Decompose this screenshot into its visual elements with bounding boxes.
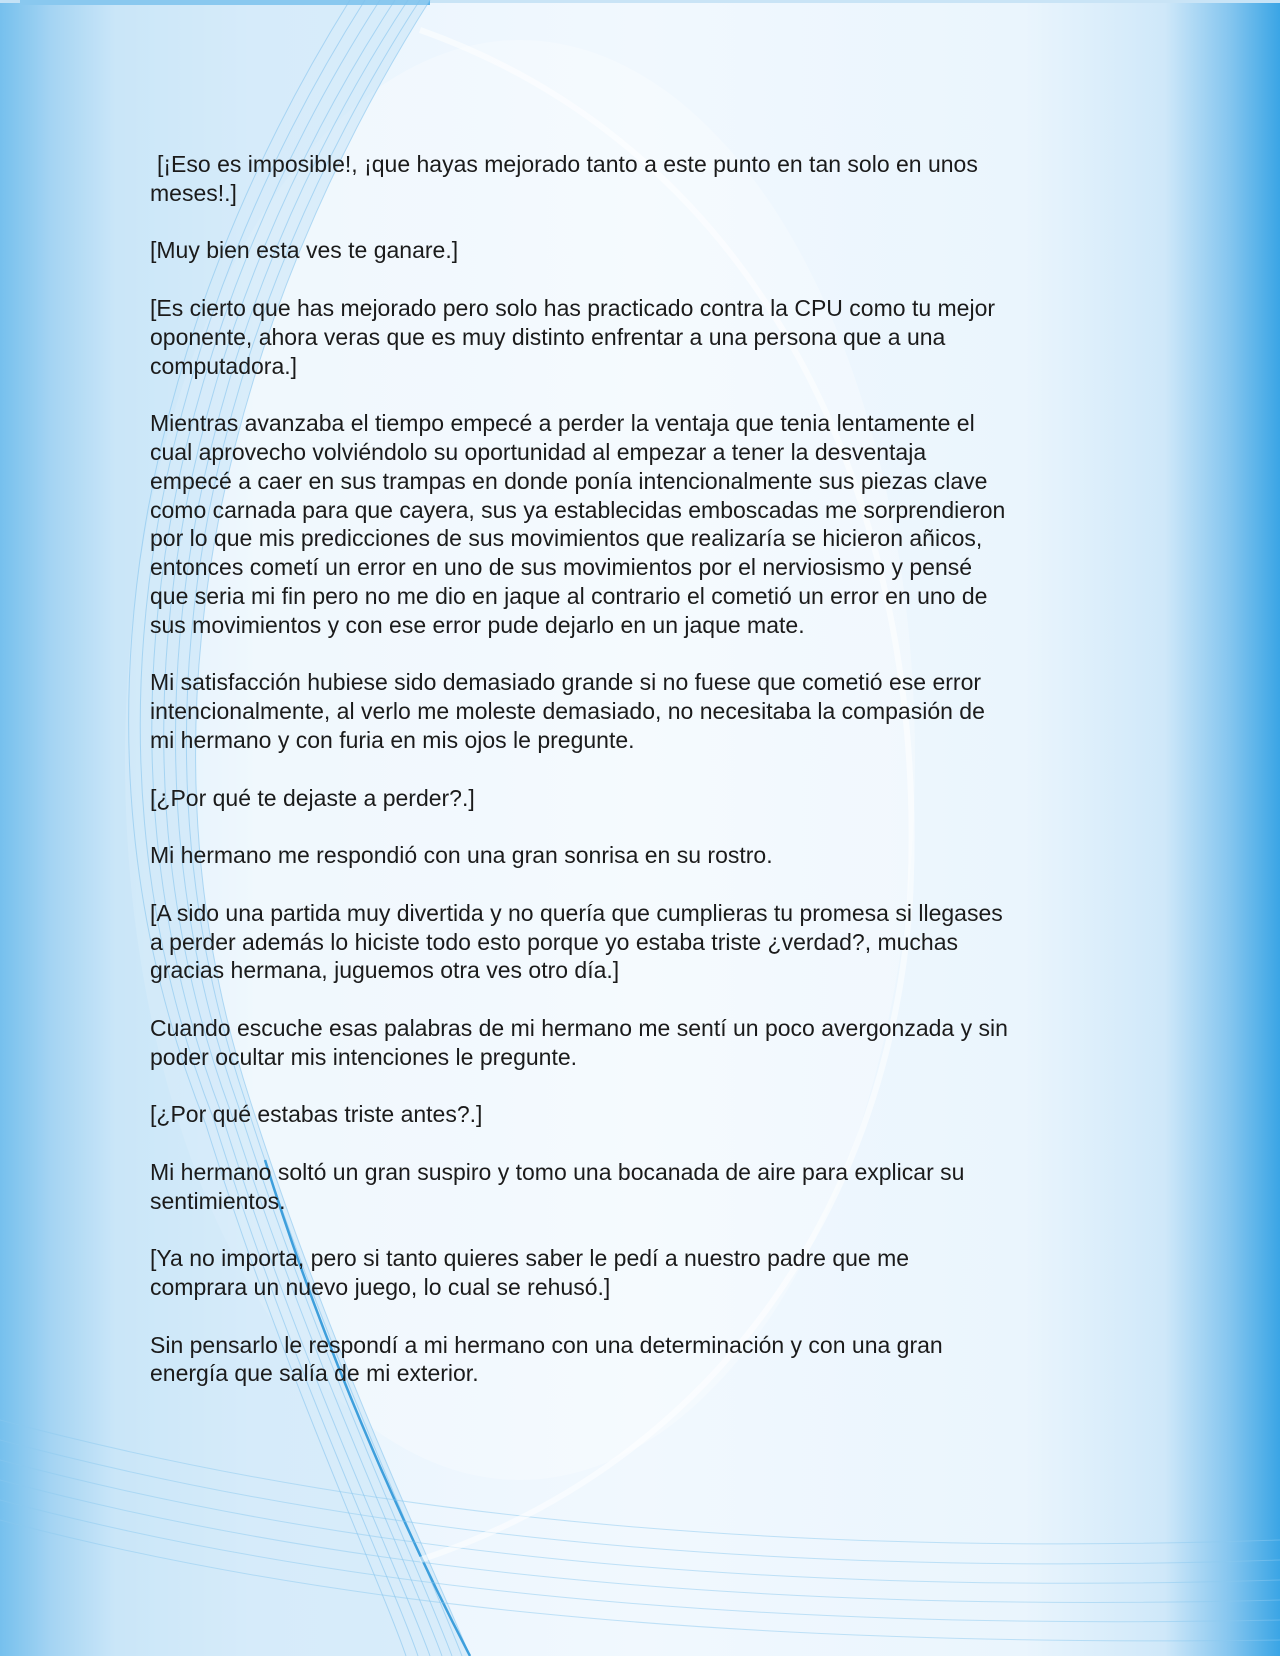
- paragraph: Cuando escuche esas palabras de mi hermano me sentí un poco avergonzada y sin poder ocultar mis intenciones le pregunte.: [150, 1014, 1008, 1070]
- paragraph: [Es cierto que has mejorado pero solo has practicado contra la CPU como tu mejor oponente, ahora veras que es muy distinto enfrentar a una persona que a una computadora.]: [150, 294, 996, 379]
- document-text: [150, 150, 1095, 1417]
- paragraph: [Muy bien esta ves te ganare.]: [150, 237, 459, 264]
- paragraph: Mi hermano soltó un gran suspiro y tomo una bocanada de aire para explicar su sentimientos.: [150, 1158, 965, 1214]
- paragraph: Mi satisfacción hubiese sido demasiado grande si no fuese que cometió ese error intencionalmente, al verlo me moleste demasiado, no necesitaba la compasión de mi hermano y con furia en mis ojos le pregunte.: [150, 669, 985, 753]
- paragraph: Mientras avanzaba el tiempo empecé a perder la ventaja que tenia lentamente el cual aprovecho volviéndolo su oportunidad al empezar a tener la desventaja empecé a caer en sus trampas en donde ponía intencionalmente sus piezas clave como carnada para que cayera, sus ya establecidas emboscadas me sorprendieron por lo que mis predicciones de sus movimientos que realizaría se hicieron añicos, entonces cometí un error en uno de sus movimientos por el nerviosismo y pensé que seria mi fin pero no me dio en jaque al contrario el cometió un error en uno de sus movimientos y con ese error pude dejarlo en un jaque mate.: [150, 410, 1006, 638]
- paragraph: [¡Eso es imposible!, ¡que hayas mejorado tanto a este punto en tan solo en unos meses!.]: [150, 151, 978, 206]
- paragraph: [¿Por qué estabas triste antes?.]: [150, 1101, 483, 1128]
- paragraph: [A sido una partida muy divertida y no quería que cumplieras tu promesa si llegases a perder además lo hiciste todo esto porque yo estaba triste ¿verdad?, muchas gracias hermana, juguemos otra ves otro día.]: [150, 899, 1003, 984]
- paragraph: [Ya no importa, pero si tanto quieres saber le pedí a nuestro padre que me comprara un nuevo juego, lo cual se rehusó.]: [150, 1245, 910, 1301]
- paragraph: Sin pensarlo le respondí a mi hermano con una determinación y con una gran energía que salía de mi exterior.: [150, 1331, 943, 1387]
- paragraph: [¿Por qué te dejaste a perder?.]: [150, 784, 475, 811]
- paragraph: Mi hermano me respondió con una gran sonrisa en su rostro.: [150, 842, 773, 869]
